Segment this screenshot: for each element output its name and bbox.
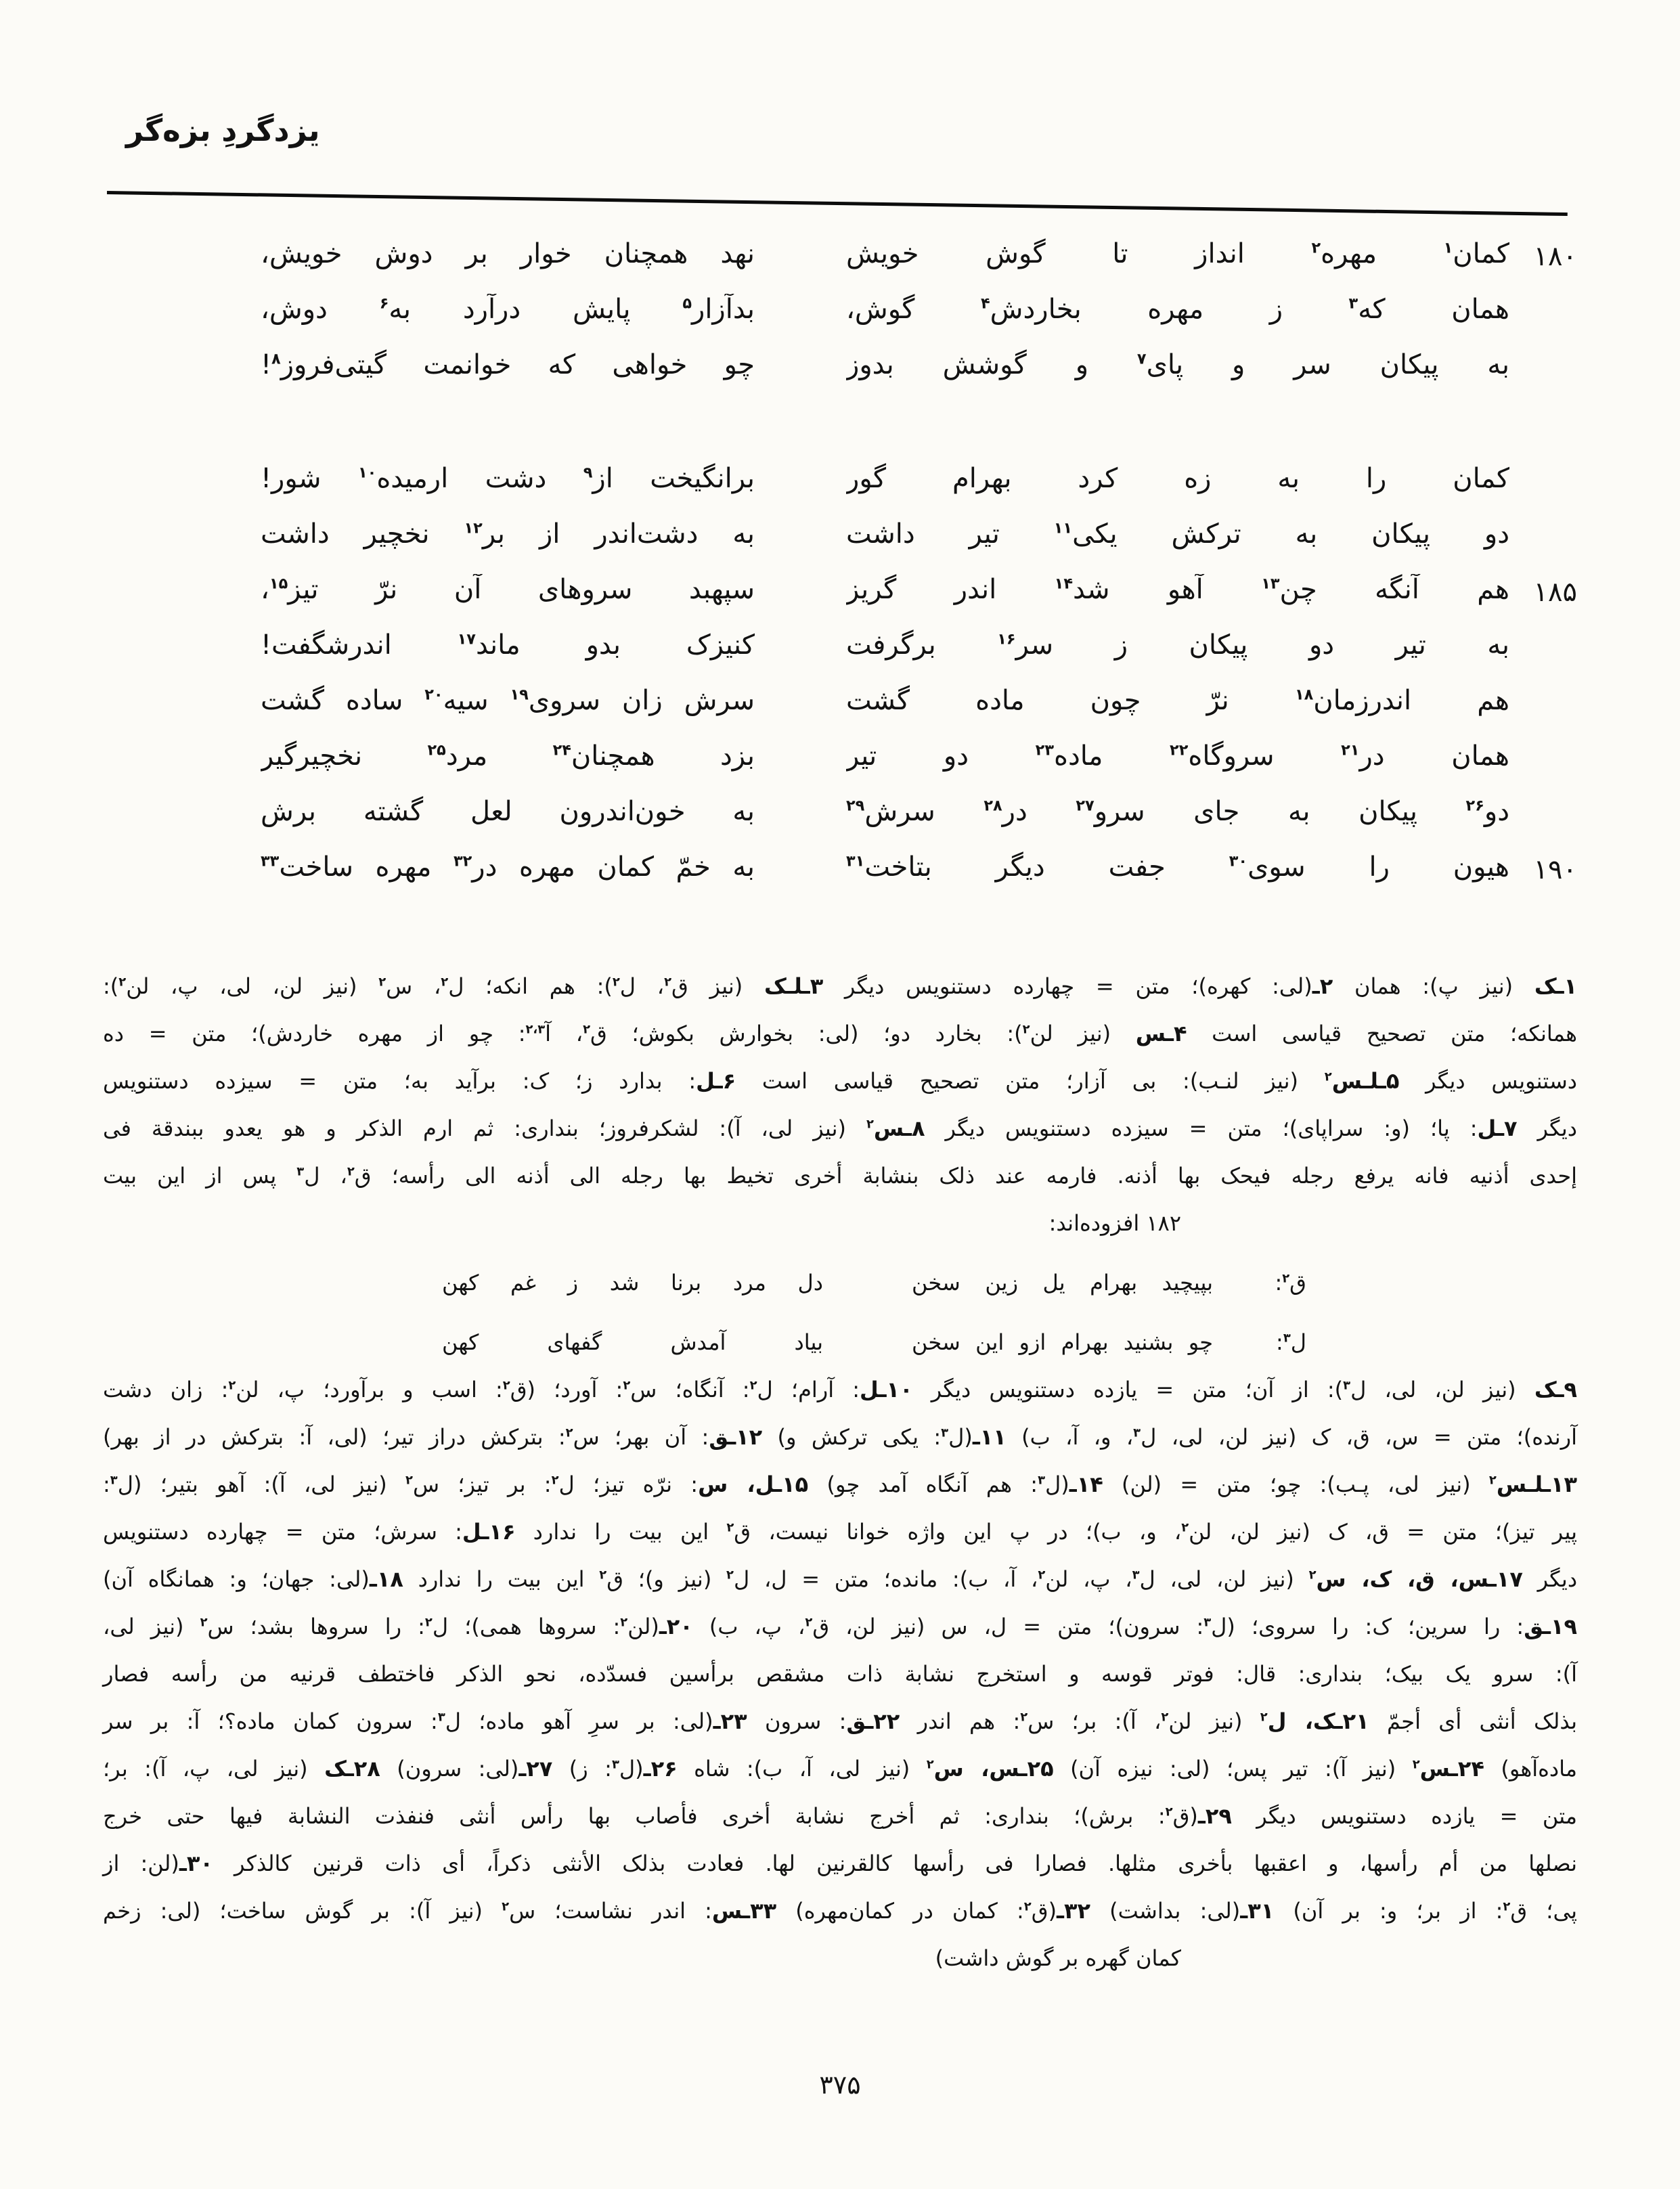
hemistich-left: کنیزک بدو ماند$^{۱۷}$ اندرشگفت!: [261, 629, 755, 661]
verse-row: [103, 629, 1577, 685]
verse-row: [103, 349, 1577, 405]
apparatus-inserted-verses: [103, 1259, 1577, 1366]
hemistich-right: به پیکان سر و پای$^۷$ و گوشش بدوز: [846, 349, 1509, 380]
apparatus-line: آ): سرو یک بیک؛ بنداری: قال: فوتر قوسه و استخرج نشابة ذات مشقص برأسین فسدّده، نحو الذکر فاختطف قرنیه من رأسه فصار: [103, 1661, 1577, 1687]
apparatus-hemistich-right: چو بشنید بهرام ازو این سخن: [912, 1329, 1213, 1355]
hemistich-right: هم اندرزمان$^{۱۸}$ نرّ چون ماده گشت: [846, 685, 1509, 716]
critical-apparatus: [103, 963, 1577, 1982]
apparatus-line: نصلها من أم رأسها، و اعقبها بأخری مثلها. فصارا فی رأسها کالقرنین لها. فعادت بذلک الأنثی ذکراً، أی ذات قرنین کالذکر ۳۰ـ(لن: از: [103, 1851, 1578, 1876]
verse-number: [1520, 796, 1577, 799]
hemistich-left: سرش زان سروی$^{۱۹}$ سیه$^{۲۰}$ ساده گشت: [261, 685, 755, 716]
verse-row: [103, 796, 1577, 852]
verse-number: [1520, 518, 1577, 521]
running-header-title: یزدگردِ بزه‌گر: [126, 112, 320, 148]
hemistich-left: نهد همچنان خوار بر دوش خویش،: [261, 238, 755, 269]
apparatus-verse-row: [103, 1259, 1306, 1306]
verse-row: [103, 685, 1577, 740]
apparatus-line: ۱ـک (نیز پ): همان ۲ـ(لی: کهره)؛ متن = چهارده دستنویس دیگر ۳ـلـک (نیز ق$^۲$، ل$^۲$): هم انکه؛ ل$^۲$، س$^۲$ (نیز لن، لی، پ، لن$^۲$):: [103, 973, 1578, 999]
apparatus-hemistich-left: بیاد آمدش گفهای کهن: [442, 1329, 823, 1355]
hemistich-right: کمان$^۱$ مهره$^۲$ انداز تا گوش خویش: [846, 238, 1509, 269]
apparatus-insertion-note: ۱۸۲ افزوده‌اند:: [1048, 1210, 1181, 1236]
verse-number: ۱۸۵: [1533, 577, 1577, 608]
manuscript-siglum: ل$^۳$:: [1276, 1329, 1306, 1355]
apparatus-line: دیگر ۱۷ـس، ق، ک، س$^۲$ (نیز لن، لی، ل$^۳$، پ، لن$^۲$، آ، ب): مانده؛ متن = ل، ل$^۲$ (نیز و)؛ ق$^۲$ این بیت را ندارد ۱۸ـ(لی: جهان؛ و: همانگاه آن): [103, 1566, 1578, 1592]
verse-number: [1520, 349, 1577, 352]
apparatus-line: دیگر ۷ـل: پا؛ (و: سراپای)؛ متن = سیزده دستنویس دیگر ۸ـس$^۲$ (نیز لی، آ): لشکرفروز؛ بنداری: ثم ارم الذکر و هو یعدو ببندقة فی: [103, 1115, 1578, 1141]
verse-row: [103, 852, 1577, 907]
verse-row: [103, 574, 1577, 629]
hemistich-right: همان که$^۳$ ز مهره بخاردش$^۴$ گوش،: [846, 294, 1509, 325]
apparatus-hemistich-left: دل مرد برنا شد ز غم کهن: [442, 1270, 823, 1296]
header-rule: [107, 191, 1568, 216]
apparatus-line: ۱۹ـق: را سرین؛ ک: را سروی؛ (ل$^۳$: سرون)؛ متن = ل، س (نیز لن، ق$^۲$، پ، ب) ۲۰ـ(لن$^۲$: سروها همی)؛ ل$^۲$: را سروها بشد؛ س$^۲$ (نیز لی،: [103, 1614, 1578, 1639]
hemistich-left: سپهبد سروهای آن نرّ تیز$^{۱۵}$،: [261, 574, 755, 605]
verse-number: [1520, 629, 1577, 632]
hemistich-left: به دشت‌اندر از برِ$^{۱۲}$ نخچیر داشت: [261, 518, 755, 550]
apparatus-line: ۹ـک (نیز لن، لی، ل$^۳$): از آن؛ متن = یازده دستنویس دیگر ۱۰ـل: آرام؛ ل$^۲$: آنگاه؛ س$^۲$: آورد؛ (ق$^۲$: اسب و برآورد؛ پ، لن$^۲$: زان دشت: [103, 1377, 1578, 1402]
apparatus-line: إحدی أذنیه فانه یرفع رجله فیحک بها أذنه. فارمه عند ذلک بنشابة أخری تخیط بها رجله الی أذنه الی رأسه؛ ق$^۲$، ل$^۳$ پس از این بیت: [103, 1163, 1578, 1189]
page-number: ۳۷۵: [819, 2070, 861, 2100]
apparatus-hemistich-right: بپیچید بهرام یل زین سخن: [912, 1270, 1213, 1296]
apparatus-line: ماده‌آهو) ۲۴ـس$^۲$ (نیز آ): تیر پس؛ (لی: نیزه آن) ۲۵ـس، س$^۲$ (نیز لی، آ، ب): شاه ۲۶ـ(ل$^۳$: ز) ۲۷ـ(لی: سرون) ۲۸ـک (نیز لی، پ، آ): بر؛: [103, 1756, 1578, 1782]
verse-number: [1520, 294, 1577, 296]
apparatus-line: کمان گهره بر گوش داشت): [935, 1945, 1181, 1971]
hemistich-left: چو خواهی که خوانمت گیتی‌فروز$^۸$!: [261, 349, 755, 380]
verse-number: ۱۹۰: [1533, 854, 1577, 885]
apparatus-line: متن = یازده دستنویس دیگر ۲۹ـ(ق$^۲$: برش)؛ بنداری: ثم أخرج نشابة أخری فأصاب بها رأس أنثی فنفذت النشابة فیها حتی خرج: [103, 1803, 1578, 1829]
hemistich-right: به تیر دو پیکان ز سر$^{۱۶}$ برگرفت: [846, 629, 1509, 661]
apparatus-part2: [103, 1366, 1577, 1982]
hemistich-right: دو پیکان به ترکش یکی$^{۱۱}$ تیر داشت: [846, 518, 1509, 550]
verse-row: [103, 740, 1577, 796]
hemistich-right: کمان را به زه کرد بهرام گور: [846, 463, 1509, 494]
apparatus-line: پی؛ ق$^۲$: از بر؛ و: بر آن) ۳۱ـ(لی: بداشت) ۳۲ـ(ق$^۲$: کمان در کمان‌مهره) ۳۳ـس: اندر نشاست؛ س$^۲$ (نیز آ): بر گوش ساخت؛ (لی: زخم: [103, 1898, 1578, 1924]
apparatus-line: دستنویس دیگر ۵ـلـس$^۲$ (نیز لنـب): بی آزار؛ متن تصحیح قیاسی است ۶ـل: بدارد ز؛ ک: برآید به؛ متن = سیزده دستنویس: [103, 1068, 1578, 1094]
hemistich-left: به خون‌اندرون لعل گشته برش: [261, 796, 755, 827]
apparatus-part1: [103, 963, 1577, 1199]
hemistich-left: به خمّ کمان مهره در$^{۳۲}$ مهره ساخت$^{۳۳}$: [261, 852, 755, 883]
hemistich-right: همان در$^{۲۱}$ سروگاه$^{۲۲}$ ماده$^{۲۳}$ دو تیر: [846, 740, 1509, 772]
apparatus-line: ۱۳ـلـس$^۲$ (نیز لی، پـب): چو؛ متن = (لن) ۱۴ـ(ل$^۳$: هم آنگاه آمد چو) ۱۵ـل، س: نرّه تیز؛ ل$^۲$: بر تیز؛ س$^۲$ (نیز لی، آ): آهو بتیر؛ (ل$^۳$:: [103, 1472, 1578, 1497]
apparatus-line: بذلک أنثی أی أجمّ ۲۱ـک، ل$^۲$ (نیز لن$^۲$، آ): بر؛ س$^۲$: هم اندر ۲۲ـق: سرون ۲۳ـ(لی: بر سرِ آهو ماده؛ ل$^۳$: سرون کمان ماده؟؛ آ: بر سر: [103, 1708, 1578, 1734]
hemistich-right: دو$^{۲۶}$ پیکان به جای سرو$^{۲۷}$ در$^{۲۸}$ سرش$^{۲۹}$: [846, 796, 1509, 827]
hemistich-left: بدآزار$^۵$ پایش درآرد به$^۶$ دوش،: [261, 294, 755, 325]
manuscript-siglum: ق$^۲$:: [1275, 1270, 1306, 1296]
hemistich-right: هیون را سوی$^{۳۰}$ جفت دیگر بتاخت$^{۳۱}$: [846, 852, 1509, 883]
apparatus-verse-row: [103, 1319, 1306, 1366]
verse-number: [1520, 463, 1577, 466]
verse-block: [103, 238, 1577, 907]
verse-row: [103, 463, 1577, 518]
verse-row: [103, 294, 1577, 349]
verse-row: [103, 518, 1577, 574]
hemistich-right: هم آنگه چن$^{۱۳}$ آهو شد$^{۱۴}$ اندر گریز: [846, 574, 1509, 605]
apparatus-line: آرنده)؛ متن = س، ق، ک (نیز لن، لی، ل$^۳$، و، آ، ب) ۱۱ـ(ل$^۳$: یکی ترکش و) ۱۲ـق: آن بهر؛ س$^۲$: بترکش دراز تیر؛ (لی، آ: بترکش در از بهر): [103, 1424, 1578, 1450]
hemistich-left: برانگیخت از$^۹$ دشت ارمیده$^{۱۰}$ شور!: [261, 463, 755, 494]
apparatus-line: پیر تیز)؛ متن = ق، ک (نیز لن، لن$^۲$، و، ب)؛ در پ این واژه خوانا نیست، ق$^۲$ این بیت را ندارد ۱۶ـل: سرش؛ متن = چهارده دستنویس: [103, 1519, 1578, 1545]
apparatus-line: همانکه؛ متن تصحیح قیاسی است ۴ـس (نیز لن$^۲$): بخارد دو؛ (لی: بخوارش بکوش؛ ق$^۲$، آ$^{۲،۳}$: چو از مهره خاردش)؛ متن = ده: [103, 1021, 1578, 1046]
hemistich-left: بزد همچنان$^{۲۴}$ مرد$^{۲۵}$ نخچیرگیر: [261, 740, 755, 772]
verse-row: [103, 238, 1577, 294]
verse-number: ۱۸۰: [1533, 241, 1577, 272]
verse-number: [1520, 740, 1577, 743]
verse-number: [1520, 685, 1577, 688]
